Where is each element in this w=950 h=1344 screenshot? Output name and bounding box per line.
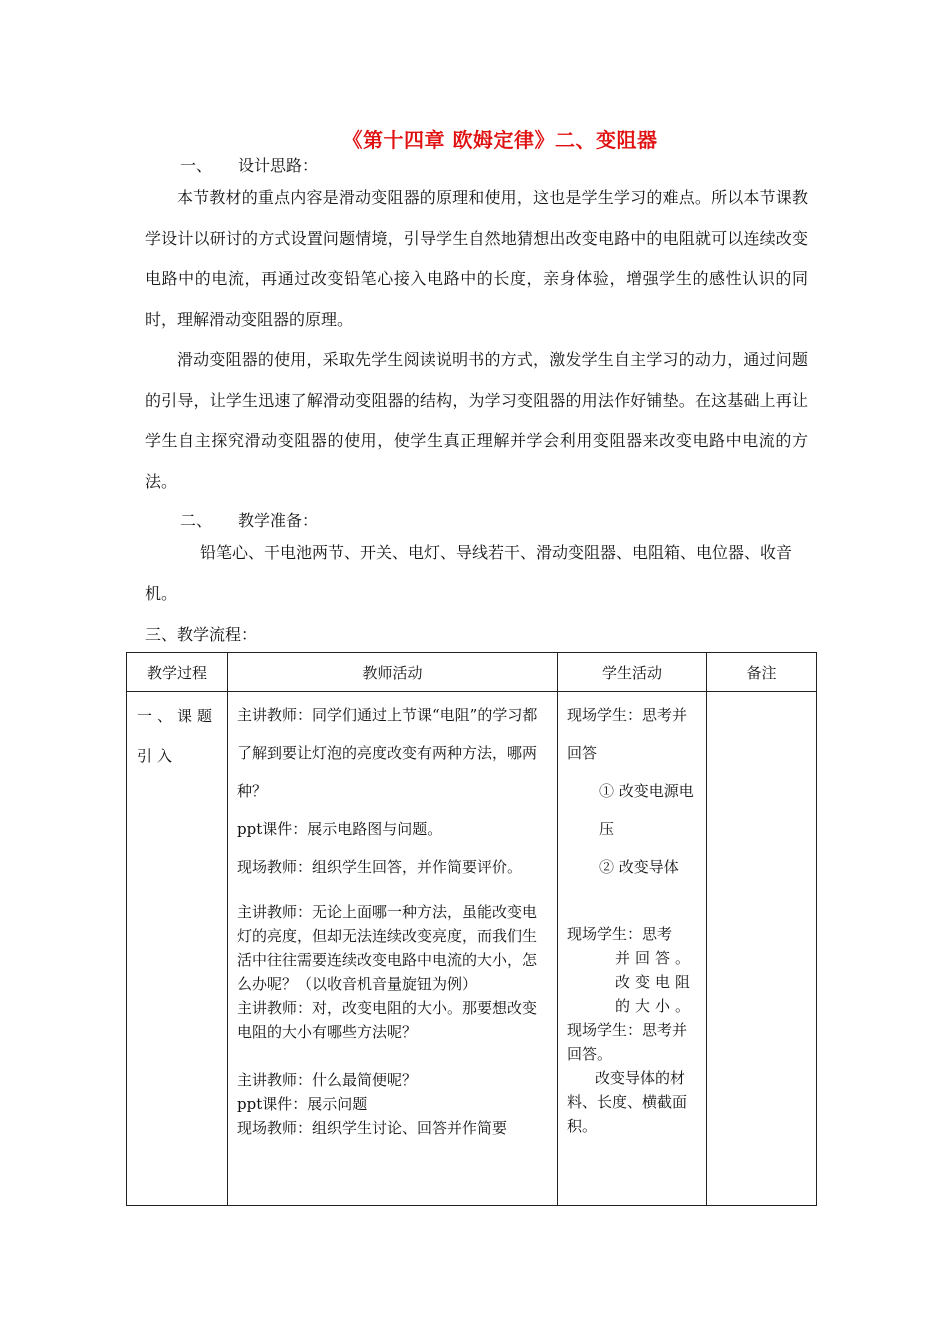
section-number: 二、 xyxy=(180,511,213,530)
teacher-line: 主讲教师：同学们通过上节课“电阻”的学习都了解到要让灯泡的亮度改变有两种方法，哪两种？ xyxy=(237,706,538,800)
section-heading-flow: 三、教学流程： xyxy=(145,625,258,644)
teacher-activity-cell xyxy=(228,692,558,1206)
header-teacher: 教师活动 xyxy=(228,653,558,692)
document-title: 《第十四章 欧姆定律》二、变阻器 xyxy=(342,128,658,152)
student-line: 并回答。 xyxy=(615,949,696,967)
process-cell xyxy=(127,692,228,1206)
header-process: 教学过程 xyxy=(127,653,228,692)
design-paragraph-2: 滑动变阻器的使用，采取先学生阅读说明书的方式，激发学生自主学习的动力，通过问题的引导，让学生迅速了解滑动变阻器的结构，为学习变阻器的用法作好铺垫。在这基础上再让学生自主探究滑动变阻器的使用，使学生真正理解并学会利用变阻器来改变电路中电流的方法。 xyxy=(145,350,808,491)
student-line: 改变导体的材料、长度、横截面积。 xyxy=(567,1069,688,1135)
student-line: 改变电阻的大小。 xyxy=(615,973,696,1015)
student-line: 现场学生：思考并回答。 xyxy=(567,1021,688,1063)
teacher-line: 主讲教师：对，改变电阻的大小。那要想改变电阻的大小有哪些方法呢？ xyxy=(237,999,538,1041)
section-label: 教学准备： xyxy=(238,511,319,530)
header-note: 备注 xyxy=(707,653,817,692)
student-line: 现场学生：思考 xyxy=(567,925,673,943)
note-cell xyxy=(707,692,817,1206)
student-line: 现场学生：思考并回答 xyxy=(567,706,688,762)
section-heading-prep xyxy=(180,508,318,531)
student-line: ① 改变电源电压 xyxy=(599,782,694,838)
table-row xyxy=(127,692,817,1206)
section-heading-design xyxy=(180,153,318,176)
teaching-flow-table xyxy=(126,652,817,1206)
teacher-line: ppt课件：展示电路图与问题。 xyxy=(237,820,443,838)
design-paragraph-1: 本节教材的重点内容是滑动变阻器的原理和使用，这也是学生学习的难点。所以本节课教学设计以研讨的方式设置问题情境，引导学生自然地猜想出改变电路中的电阻就可以连续改变电路中的电流，再通过改变铅笔心接入电路中的长度，亲身体验，增强学生的感性认识的同时，理解滑动变阻器的原理。 xyxy=(145,188,808,329)
teacher-line: ppt课件：展示问题 xyxy=(237,1095,368,1113)
student-activity-cell xyxy=(558,692,707,1206)
teacher-line: 主讲教师：什么最简便呢？ xyxy=(237,1071,418,1089)
prep-materials-text: 铅笔心、干电池两节、开关、电灯、导线若干、滑动变阻器、电阻箱、电位器、收音机。 xyxy=(145,543,793,603)
table-header-row xyxy=(127,653,817,692)
process-text: 一、课题引入 xyxy=(137,707,218,765)
teacher-line: 现场教师：组织学生回答，并作简要评价。 xyxy=(237,858,523,876)
teacher-line: 现场教师：组织学生讨论、回答并作简要 xyxy=(237,1119,508,1137)
teacher-line: 主讲教师：无论上面哪一种方法，虽能改变电灯的亮度，但却无法连续改变亮度，而我们生活中往往需要连续改变电路中电流的大小，怎么办呢？（以收音机音量旋钮为例） xyxy=(237,903,538,993)
header-student: 学生活动 xyxy=(558,653,707,692)
section-number: 一、 xyxy=(180,156,213,175)
student-line: ② 改变导体 xyxy=(599,858,679,876)
section-label: 设计思路： xyxy=(238,156,319,175)
